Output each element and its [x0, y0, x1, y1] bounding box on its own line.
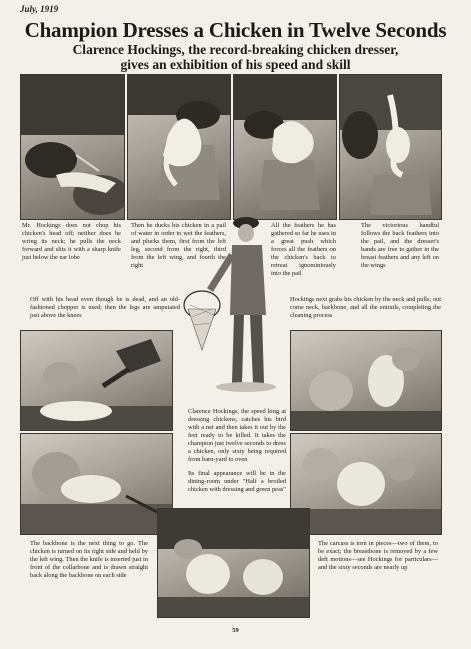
- page-title: Champion Dresses a Chicken in Twelve Seconds: [24, 18, 447, 42]
- photo-slit-neck: [20, 74, 125, 220]
- photo-breast-feathers: [339, 74, 442, 220]
- photo-remove-backbone: [20, 433, 173, 535]
- photo-pull-entrails: [290, 330, 442, 431]
- caption-backbone: The backbone is the next thing to go. The chicken is turned on its right side and held by the left wing. Then the knife is inserted just in front of the collarbone and is drawn straight back along the backbone on each side: [30, 540, 148, 579]
- photo-broiled-halves: [157, 508, 310, 618]
- page-subtitle: Clarence Hockings, the record-breaking chicken dresser, gives an exhibition of his speed and skill: [72, 42, 399, 72]
- photo-pluck-legs: [127, 74, 231, 220]
- caption-carcass: The carcass is torn in pieces—two of them, to be exact; the breastbone is removed by a few deft motions—see Hockings for particulars—and the sixty seconds are nearly up: [318, 540, 438, 571]
- caption-slit-neck: Mr. Hockings does not chop his chicken's head off; neither does he wring its neck; he pulls the neck forward and slits it with a sharp knife just below the ear lobe: [22, 222, 121, 261]
- caption-push-feathers: All the feathers he has gathered so far he uses in a great push which forces all the feathers on the chicken's back to retreat ignominiously into the pail: [271, 222, 336, 277]
- photo-tear-carcass: [290, 433, 442, 535]
- caption-chop-head: Off with his head even though he is dead, and an old-fashioned chopper is used; then the legs are amputated just above the knees: [30, 296, 180, 319]
- issue-date: July, 1919: [20, 4, 59, 14]
- caption-breast-feathers: The victorious handful follows the back feathers into the pail, and the dresser's hands are free to gather in the breast feathers and any left on the wings: [361, 222, 439, 269]
- caption-champion: Clarence Hockings, the speed king at dressing chickens, catches his bird with a net and then takes it out by the feet ready to be killed. It takes the champion just twelve seconds to dress a chicken, only sixty being required from barn-yard to oven Its final appearance will be in the dining-room under "Half a broiled chicken with dressing and green peas": [188, 408, 286, 493]
- photo-chopper: [20, 330, 173, 431]
- caption-pull-neck: Hockings next grabs his chicken by the neck and pulls; out come neck, backbone, and all the entrails, completing the cleaning process: [290, 296, 441, 319]
- photo-champion-with-net: [180, 205, 284, 395]
- page-number: 59: [232, 627, 239, 634]
- caption-pluck-legs: Then he ducks his chicken in a pail of water in order to wet the feathers, and plucks them, first from the left leg, second from the right, third from the left wing, and fourth the right: [131, 222, 226, 269]
- photo-push-feathers: [233, 74, 337, 220]
